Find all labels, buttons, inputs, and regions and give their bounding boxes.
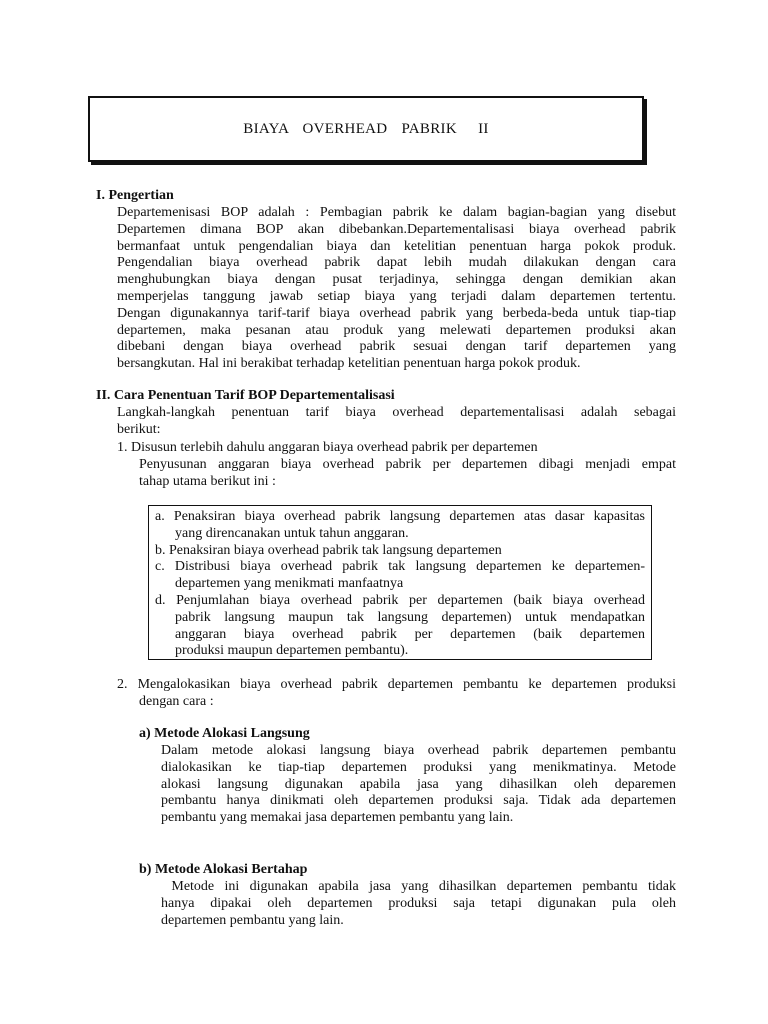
method-b-body — [161, 879, 676, 929]
step-1-title: 1. Disusun terlebih dahulu anggaran biaya overhead pabrik per departemen — [117, 440, 538, 455]
step-1-body — [139, 457, 676, 491]
section-1-line: Dengan digunakannya tarif-tarif biaya overhead pabrik yang berbeda-beda untuk tiap-tiap — [117, 305, 676, 321]
section-1-line: menghubungkan biaya dengan pusat terjadinya, sehingga dengan demikian akan — [117, 272, 676, 288]
stage-d-line: produksi maupun departemen pembantu). — [175, 643, 409, 659]
section-1-line: dibebani dengan biaya overhead pabrik sesuai dengan tarif departemen yang — [117, 339, 676, 355]
step-2-line: 2. Mengalokasikan biaya overhead pabrik departemen pembantu ke departemen produksi — [117, 677, 676, 692]
method-a-line: dialokasikan ke tiap-tiap departemen produksi yang menikmatinya. Metode — [161, 759, 676, 775]
section-1-line: bersangkutan. Hal ini berakibat terhadap ketelitian penentuan harga pokok produk. — [117, 356, 581, 372]
method-a-line: pembantu yang memakai jasa departemen pembantu yang lain. — [161, 810, 514, 826]
section-1-heading: I. Pengertian — [96, 188, 174, 203]
method-a-line: pembantu hanya dinikmati oleh departemen produksi saja. Tidak ada departemen — [161, 793, 676, 809]
step-1-line: tahap utama berikut ini : — [139, 473, 276, 489]
section-2-intro — [117, 405, 676, 439]
step-2-line: dengan cara : — [139, 693, 214, 709]
document-title: BIAYA OVERHEAD PABRIK II — [243, 120, 489, 137]
method-a-line: alokasi langsung digunakan apabila jasa yang dihasilkan oleh deparemen — [161, 776, 676, 792]
step-1-line: Penyusunan anggaran biaya overhead pabrik per departemen dibagi menjadi empat — [139, 457, 676, 472]
method-b-heading: b) Metode Alokasi Bertahap — [139, 862, 308, 877]
method-b-line: hanya dipakai oleh departemen produksi saja tetapi digunakan pula oleh — [161, 895, 676, 911]
stage-d-line: pabrik langsung maupun tak langsung departemen) untuk mendapatkan — [175, 609, 645, 625]
section-2-intro-line: Langkah-langkah penentuan tarif biaya overhead departementalisasi adalah sebagai — [117, 405, 676, 420]
method-a-body — [161, 743, 676, 827]
section-1-body — [117, 205, 676, 373]
document-title-box — [88, 96, 644, 162]
stage-c-line: departemen yang menikmati manfaatnya — [175, 576, 404, 592]
stage-d-line: anggaran biaya overhead pabrik per departemen (baik departemen — [175, 626, 645, 642]
budget-stages-box — [148, 505, 652, 660]
method-a-line: Dalam metode alokasi langsung biaya overhead pabrik departemen pembantu — [161, 743, 676, 758]
stage-d-line: d. Penjumlahan biaya overhead pabrik per departemen (baik biaya overhead — [155, 592, 645, 608]
section-1-line: bermanfaat untuk pengendalian biaya dan ketelitian penentuan harga pokok produk. — [117, 238, 676, 254]
method-b-line: departemen pembantu yang lain. — [161, 912, 344, 928]
stage-a-line: yang direncanakan untuk tahun anggaran. — [175, 525, 409, 541]
section-1-line: Pengendalian biaya overhead pabrik dapat lebih mudah dilakukan dengan cara — [117, 255, 676, 271]
section-2-heading: II. Cara Penentuan Tarif BOP Departementalisasi — [96, 388, 395, 403]
method-b-line: Metode ini digunakan apabila jasa yang dihasilkan departemen pembantu tidak — [161, 879, 676, 894]
stage-c-line: c. Distribusi biaya overhead pabrik tak langsung departemen ke departemen- — [155, 559, 645, 575]
section-1-line: Departemen dimana BOP akan dibebankan.Departementalisasi biaya overhead pabrik — [117, 221, 676, 237]
stage-a-line: a. Penaksiran biaya overhead pabrik langsung departemen atas dasar kapasitas — [155, 509, 645, 524]
section-2-intro-line: berikut: — [117, 421, 161, 437]
section-1-line: memperjelas tanggung jawab setiap biaya yang terjadi dalam departemen tertentu. — [117, 288, 676, 304]
method-a-heading: a) Metode Alokasi Langsung — [139, 726, 310, 741]
section-1-line: departemen, maka pesanan atau produk yang melewati departemen produksi akan — [117, 322, 676, 338]
section-1-line: Departemenisasi BOP adalah : Pembagian pabrik ke dalam bagian-bagian yang disebut — [117, 205, 676, 220]
stage-b-line: b. Penaksiran biaya overhead pabrik tak langsung departemen — [155, 542, 502, 558]
step-2-body — [117, 677, 676, 711]
